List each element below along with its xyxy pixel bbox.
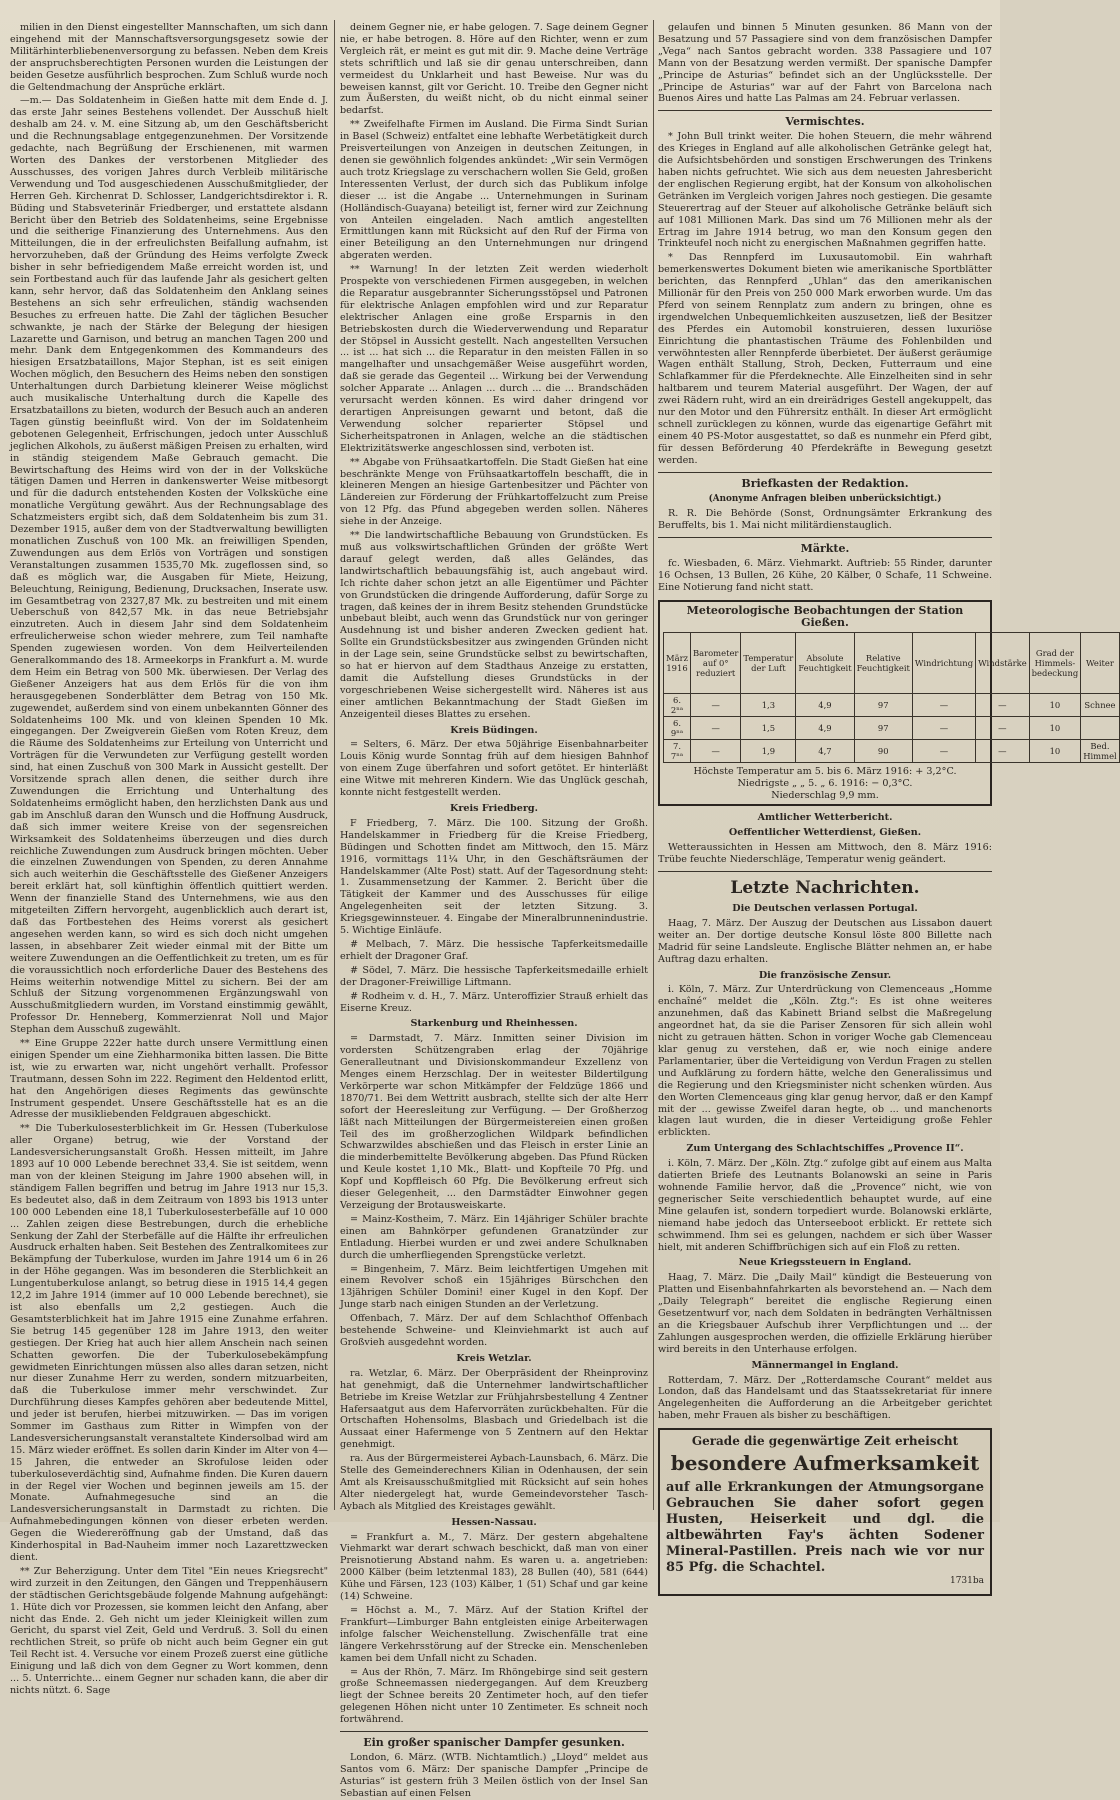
column-rule — [334, 20, 335, 1510]
meteo-cell: 1,3 — [741, 693, 796, 716]
article-wetzlar: ra. Wetzlar, 6. März. Der Oberpräsident der Rheinprovinz hat genehmigt, daß die Unternehmer landwirtschaftlicher Betriebe im Kreise Wetzlar zur Frühjahrsbestellung 4 Zentner Hafersaatgut aus dem Hafervorräten zurückbehalten. Für die Ortschaften Hohensolms, Blasbach und Griedelbach ist die Aussaat einer Hafermenge von 5 Zentnern auf den Hektar genehmigt. — [340, 1367, 648, 1451]
meteo-extremes — [663, 766, 987, 802]
section-heading: Hessen-Nassau. — [451, 1516, 537, 1528]
article-bingenheim: = Bingenheim, 7. März. Beim leichtfertigen Umgehen mit einem Revolver schoß ein 15jähriges Bürschchen den 13jährigen Schüler Domini! einer Kugel in den Kopf. Der Junge starb nach einigen Stunden an der Verletzung. — [340, 1263, 648, 1311]
meteo-cell: 7. 7ⁿᵃ — [664, 739, 691, 762]
table-row — [664, 739, 1120, 762]
advertisement-sodener — [658, 1428, 992, 1596]
meteo-cell: 97 — [854, 716, 912, 739]
divider — [658, 537, 992, 538]
article-paragraph: gelaufen und binnen 5 Minuten gesunken. 86 Mann von der Besatzung und 57 Passagiere sind von dem französischen Dampfer „Vega“ nach Santos gebracht worden. 338 Passagiere und 107 Mann von der Besatzung werden vermißt. Der spanische Dampfer „Principe de Asturias“ befindet sich an der Unglücksstelle. Der „Principe de Asturias“ war auf der Fahrt von Barcelona nach Buenos Aires und hatte Las Palmas am 24. Februar verlassen. — [658, 22, 992, 105]
meteo-cell: — — [912, 739, 975, 762]
news-portugal: Haag, 7. März. Der Auszug der Deutschen aus Lissabon dauert weiter an. Der dortige deutsche Konsul löste 800 Billette nach Madrid für seine Landsleute. Englische Blätter nehmen an, er habe Auftrag dazu erhalten. — [658, 917, 992, 965]
ad-line-3: auf alle Erkrankungen der Atmungsorgane Gebrauchen Sie daher sofort gegen Husten, Heiserkeit und dgl. die altbewährten Fay's ächten Sodener Mineral-Pastillen. Preis nach wie vor nur 85 Pfg. die Schachtel. — [666, 1480, 984, 1576]
meteo-cell: 4,9 — [796, 716, 854, 739]
article-rodheim: # Rodheim v. d. H., 7. März. Unteroffizier Strauß erhielt das Eiserne Kreuz. — [340, 990, 648, 1014]
news-heading: Die französische Zensur. — [758, 969, 892, 981]
ad-code: 1731ba — [949, 1576, 984, 1587]
news-zensur: i. Köln, 7. März. Zur Unterdrückung von Clemenceaus „Homme enchaîné“ meldet die „Köln. Ztg.“: Es ist ohne weiteres anzunehmen, daß das Kabinett Briand selbst die Maßregelung angeordnet hat, da sie die Pariser Zensoren für sich allein wohl nicht zu getrauen hätten. Schon in voriger Woche gab Clemenceau klar genug zu verstehen, daß er, wie noch einige andere Parlamentarier, über die Verteidigung von Verdun Fragen zu stellen und Aufklärung zu fordern hätte, welche den Generalissimus und die Regierung und den Kriegsminister nicht schenken würden. Aus den Worten Clemenceaus ging klar genug hervor, daß er den Kampf mit der ... gewisse Zweifel daran hegte, ob ... und manchenorts klagen laut wurden, die in dieser Verteidigung große Fehler erblickten. — [658, 984, 992, 1139]
article-john-bull: * John Bull trinkt weiter. Die hohen Steuern, die mehr während des Krieges in England auf alle alkoholischen Getränke gelegt hat, die Aufsichtsbehörden und sonstigen Erschwerungen des Trinkens haben nichts gefruchtet. Wie sich aus dem neuesten Jahresbericht der englischen Regierung ergibt, hat der Konsum von alkoholischen Getränken im Vergleich vorigen Jahres noch gestiegen. Die gesamte Steuerertrag auf der Steuer auf alkoholische Getränke beläuft sich auf 1081 Millionen Mark. Das sind um 76 Millionen mehr als der Ertrag im Jahre 1914 betrug, wo man den Konsum gegen den Trinkteufel noch nicht zu energischen Maßnahmen gegriffen hatte. — [658, 131, 992, 250]
meteo-cell: 97 — [854, 693, 912, 716]
meteo-low: Niedrigste „ „ 5. „ 6. 1916: − 0,3°C. — [737, 777, 913, 789]
meteo-cell: 1,5 — [741, 716, 796, 739]
meteo-cell — [1081, 716, 1120, 739]
news-maennermangel: Rotterdam, 7. März. Der „Rotterdamsche Courant“ meldet aus London, daß das Handelsamt und das Staatssekretariat für innere Angelegenheiten die Aufforderung an die Arbeitgeber gerichtet haben, mehr Frauen als bisher zu beschäftigen. — [658, 1374, 992, 1422]
meteo-cell: 1,9 — [741, 739, 796, 762]
meteo-cell: — — [976, 716, 1030, 739]
article-frankfurt: = Frankfurt a. M., 7. März. Der gestern abgehaltene Viehmarkt war derart schwach beschickt, daß man von einer Preisnotierung Abstand nahm. Es waren u. a. angetrieben: 2000 Kälber (beim letztenmal 183), 28 Bullen (40), 581 (644) Kühe und Färsen, 123 (103) Kälber, 1 (51) Schaf und gar keine (14) Schweine. — [340, 1531, 648, 1603]
briefkasten-subtitle: (Anonyme Anfragen bleiben unberücksichtigt.) — [708, 493, 942, 504]
column-middle — [340, 22, 648, 1799]
article-grundstuecke: ** Die landwirtschaftliche Bebauung von Grundstücken. Es muß aus volkswirtschaftlichen Gründen der größte Wert darauf gelegt werden, daß alles Geländes, das landwirtschaftlich bebauungsfähig ist, auch angebaut wird. Ich richte daher schon jetzt an alle Eigentümer und Pächter von Grundstücken die dringende Aufforderung, dafür Sorge zu tragen, daß keines der in ihrem Besitz stehenden Grundstücke unbebaut bleibt, auch wenn das Grundstück nur von geringer Ausdehnung ist und bisher anderen Zwecken gedient hat. Sollte ein Grundstücksbesitzer aus zwingenden Gründen nicht in der Lage sein, seine Grundstücke selbst zu bewirtschaften, so hat er hiervon auf dem Stadthaus Anzeige zu erstatten, damit die Aufstellung dieses Grundstücks in der vorgeschriebenen Weise sichergestellt wird. Näheres ist aus einer amtlichen Bekanntmachung der Stadt Gießen im Anzeigenteil dieses Blattes zu ersehen. — [340, 530, 648, 720]
column-rule — [653, 20, 654, 1510]
column-right — [658, 22, 1117, 1587]
table-row — [664, 716, 1120, 739]
meteo-rain: Niederschlag 9,9 mm. — [771, 789, 879, 801]
meteo-cell: Schnee — [1081, 693, 1120, 716]
article-beherzigung: ** Zur Beherzigung. Unter dem Titel "Ein neues Kriegsrecht" wird zurzeit in den Zeitungen, den Gängen und Treppenhäusern der städtischen Gerichtsgebäude folgende Mahnung aufgehängt: 1. Hüte dich vor Prozessen, sie kommen leicht den Anfang, aber nicht das Ende. 2. Geh nicht um jeder Kleinigkeit willen zum Gericht, du sparst viel Zeit, Geld und Verdruß. 3. Soll du einen rechtlichen Streit, so prüfe ob nicht auch beim Gegner ein gut Teil Recht ist. 4. Versuche vor einem Prozeß zuerst eine gütliche Einigung und laß dich von dem Gegner zu Wort kommen, denn ... 5. Unterrichte... einem Gegner nur schaden kann, die aber dir nichts nützt. 6. Sage — [10, 1565, 328, 1696]
meteo-cell: — — [912, 693, 975, 716]
section-heading-maerkte: Märkte. — [800, 542, 850, 556]
divider — [658, 110, 992, 111]
meteo-header-cell: März 1916 — [664, 632, 691, 693]
section-heading: Kreis Büdingen. — [450, 724, 538, 736]
news-heading: Die Deutschen verlassen Portugal. — [732, 903, 918, 915]
article-fruehsaatkartoffeln: ** Abgabe von Frühsaatkartoffeln. Die Stadt Gießen hat eine beschränkte Menge von Frühsaatkartoffeln beschafft, die in kleineren Mengen an hiesige Gartenbesitzer und Pächter von Ländereien zur Förderung der Frühkartoffelzucht zum Preise von 12 Pfg. das Pfund abgegeben werden sollen. Näheres siehe in der Anzeige. — [340, 456, 648, 528]
meteo-cell: — — [976, 693, 1030, 716]
meteo-title: Meteorologische Beobachtungen der Station Gießen. — [686, 603, 964, 629]
news-heading: Männermangel in England. — [751, 1359, 899, 1371]
wetter-text: Wetteraussichten in Hessen am Mittwoch, den 8. März 1916: Trübe feuchte Niederschläge, Temperatur wenig geändert. — [658, 842, 992, 866]
news-heading: Zum Untergang des Schlachtschiffes „Provence II“. — [686, 1143, 964, 1155]
meteo-high: Höchste Temperatur am 5. bis 6. März 1916: + 3,2°C. — [693, 765, 957, 777]
article-offenbach: Offenbach, 7. März. Der auf dem Schlachthof Offenbach bestehende Schweine- und Kleinviehmarkt ist auch auf Großvieh ausgedehnt worden. — [340, 1313, 648, 1348]
news-england: Haag, 7. März. Die „Daily Mail“ kündigt die Besteuerung von Platten und Eisenbahnfahrkarten als bevorstehend an. — Nach dem „Daily Telegraph“ bereitet die englische Regierung einen Gesetzentwurf vor, nach dem Soldaten in bedrängten Verhältnissen an die Kriegsbauer Aufschub ihrer Verpflichtungen und ... der Zahlungen ausgesprochen werden, die offizielle Erklärung hierüber wird bereits in den Unterhause erfolgen. — [658, 1272, 992, 1355]
meteo-cell: — — [690, 739, 740, 762]
column-left — [10, 22, 328, 1696]
article-ziehharmonika: ** Eine Gruppe 222er hatte durch unsere Vermittlung einen einigen Spender um eine Ziehharmonika bitten lassen. Die Bitte ist, wie zu erwarten war, nicht ungehört verhallt. Professor Trautmann, dessen Sohn im 222. Regiment den Heldentod erlitt, hat den Angehörigen dieses Regiments das gewünschte Instrument gespendet. Unsere Geschäftsstelle hat es an die Adresse der musikliebenden Feldgrauen abgeschickt. — [10, 1038, 328, 1121]
article-soldatenheim: —m.— Das Soldatenheim in Gießen hatte mit dem Ende d. J. das erste Jahr seines Bestehens vollendet. Der Ausschuß hielt deshalb am 24. v. M. eine Sitzung ab, um den Geschäftsbericht und die Rechnungsablage entgegenzunehmen. Der Vorsitzende gedachte, nach Begrüßung der Erschienenen, mit warmen Worten des Dankes der verstorbenen Mitglieder des Ausschusses, des vorigen Jahres durch Verbleib militärische Verwendung und Tod ausgeschiedenen Ausschußmitglieder, der Herren Geh. Kirchenrat D. Schlosser, Landgerichtsdirektor i. R. Büding und Stabsveterinär Friedberger, und erstattete alsdann Bericht über den Betrieb des Soldatenheims, seine Ergebnisse und die seitherige Finanzierung des Unternehmens. Aus den Mitteilungen, die in der erfreulichsten Beifallung aufnahm, ist hervorzuheben, daß der Gründung des Heims verfolgte Zweck bisher in sehr befriedigendem Maße erreicht worden ist, und sein Fortbestand auch für das laufende Jahr als gesichert gelten kann, sehr hervor, daß das Soldatenheim den Anklang seines Bestehens an sich sehr erfreulichen, ständig wachsenden Besuches zu erfreuen hatte. Die Zahl der täglichen Besucher schwankte, je nach der Stärke der Belegung der hiesigen Lazarette und Garnison, und betrug an manchen Tagen 200 und mehr. Dank dem Entgegenkommen des Kommandeurs des hiesigen Ersatzbataillons, Major Stephan, ist es seit einigen Wochen möglich, den Besuchern des Heims neben den sonstigen Unterhaltungen durch Darbietung kleinerer Weise möglichst auch musikalische Unterhaltung durch die Kapelle des Ersatzbataillons zu bieten, wodurch der Besuch auch an anderen Tagen günstig beeinflußt wird. Von der im Soldatenheim gebotenen Gelegenheit, Erfrischungen, jedoch unter Ausschluß jeglichen Alkohols, zu äußerst mäßigen Preisen zu erhalten, wird in ständig steigendem Maße Gebrauch gemacht. Die Bewirtschaftung des Heims wird von der in der Volksküche tätigen Damen und Herren in dankenswerter Weise mitbesorgt und für die dadurch entstehenden Kosten der Volksküche eine monatliche Vergütung gewährt. Aus der Rechnungsablage des Schatzmeisters ergibt sich, daß dem Soldatenheim bis zum 31. Dezember 1915, außer dem von der Stadtverwaltung bewilligten monatlichen Zuschuß von 100 Mk. an freiwilligen Spenden, Zuwendungen aus dem Erlös von Vorträgen und sonstigen Veranstaltungen zusammen 1535,70 Mk. zugeflossen sind, so daß es möglich war, die Ausgaben für Miete, Heizung, Beleuchtung, Reinigung, Bedienung, Drucksachen, Inserate usw. im Gesamtbetrag von 2327,87 Mk. zu bestreiten und mit einem Ueberschuß von 842,57 Mk. in das neue Betriebsjahr einzutreten. Auch in diesem Jahr sind dem Soldatenheim erfreulicherweise schon wieder mehrere, zum Teil namhafte Spenden zugewiesen worden. Von dem Heilverteilenden Generalkommando des 18. Armeekorps in Frankfurt a. M. wurde dem Heim ein Betrag von 500 Mk. überwiesen. Der Verlag des Gießener Anzeigers hat aus dem Erlös für die von ihm herausgegebenen Sonderblätter dem Betrag von 150 Mk. zugewendet, außerdem sind von einem unbekannten Gönner des Soldatenheims 100 Mk. und von kleinen Spenden 10 Mk. eingegangen. Der Zweigverein Gießen vom Roten Kreuz, dem die Räume des Soldatenheims zur Erteilung von Unterricht und Vorträgen für die Verwundeten zur Verfügung gestellt worden sind, hat einen Zuschuß von 300 Mark in Aussicht gestellt. Der Vorsitzende sprach allen denen, die seither durch ihre Zuwendungen die Errichtung und Unterhaltung des Soldatenheims ermöglicht haben, den herzlichsten Dank aus und gab im Anschluß daran den Wunsch und die Hoffnung Ausdruck, daß sich immer weitere Kreise von der segensreichen Wirksamkeit des Soldatenheims überzeugen und dies durch reichliche Zuwendungen zum Ausdruck bringen möchten. Ueber die einzelnen Zuwendungen von Spenden, zu deren Annahme sich auch weiterhin die Geschäftsstelle des Gießener Anzeigers bereit erklärt hat, soll künftighin öffentlich quittiert werden. Wenn der finanzielle Stand des Unternehmens, wie aus den mitgeteilten Ziffern hervorgeht, augenblicklich auch derart ist, daß das Fortbestehen des Heims vorerst als gesichert angesehen werden kann, so wird es sich doch nicht umgehen lassen, in absehbarer Zeit wieder einmal mit der Bitte um weitere Zuwendungen an die Oeffentlichkeit zu treten, um es für die voraussichtlich noch erforderliche Dauer des Bestehens des Heims weiterhin notwendige Mittel zu sichern. Bei der am Schluß der Sitzung vorgenommenen Ergänzungswahl von Ausschußmitgliedern wurden, im Vorstand einstimmig gewählt, Professor Dr. Henneberg, Kommerzienrat Noll und Major Stephan dem Ausschuß zugewählt. — [10, 95, 328, 1036]
article-spanish-steamer: London, 6. März. (WTB. Nichtamtlich.) „Lloyd“ meldet aus Santos vom 6. März: Der spanische Dampfer „Principe de Asturias“ ist gestern früh 3 Meilen östlich von der Insel San Sebastian auf einen Felsen — [340, 1751, 648, 1799]
section-heading-briefkasten: Briefkasten der Redaktion. — [741, 476, 909, 490]
meteo-table — [663, 632, 1120, 763]
meteo-cell: 10 — [1029, 693, 1081, 716]
meteo-cell: 4,9 — [796, 693, 854, 716]
divider — [340, 1731, 648, 1732]
meteo-cell: 6. 9ⁿᵃ — [664, 716, 691, 739]
heading-letzte-nachrichten: Letzte Nachrichten. — [730, 878, 920, 899]
section-heading-vermischtes: Vermischtes. — [785, 115, 865, 129]
table-row — [664, 693, 1120, 716]
ad-line-1: Gerade die gegenwärtige Zeit erheischt — [691, 1434, 959, 1449]
meteo-header-cell: Absolute Feuchtigkeit — [796, 632, 854, 693]
article-selters: = Selters, 6. März. Der etwa 50jährige Eisenbahnarbeiter Louis König wurde Sonntag früh auf dem hiesigen Bahnhof von einem Zuge überfahren und sofort getötet. Er hinterläßt eine Witwe mit mehreren Kindern. Wie das Unglück geschah, konnte nicht festgestellt werden. — [340, 739, 648, 799]
meteo-header-cell: Windrichtung — [912, 632, 975, 693]
meteo-header-cell: Weiter — [1081, 632, 1120, 693]
article-soedel: # Södel, 7. März. Die hessische Tapferkeitsmedaille erhielt der Dragoner-Freiwillige Liftmann. — [340, 964, 648, 988]
article-darmstadt: = Darmstadt, 7. März. Inmitten seiner Division im vordersten Schützengraben erlag der 70jährige Generalleutnant und Divisionskommandeur Exzellenz von Menges einem Herzschlag. Der in weitester Bildertilgung Verkörperte war schon Mitkämpfer der Feldzüge 1866 und 1870/71. Bei dem Wettritt ausbrach, stellte sich der alte Herr sofort der Heeresleitung zur Verfügung. — Der Großherzog läßt nach Mitteilungen der Bürgermeistereien einen großen Teil des im großherzoglichen Wildpark befindlichen Schwarzwildes abschießen und das Fleisch in erster Linie an die minderbemittelte Bevölkerung abgeben. Das Pfund Rücken und Keule kostet 1,10 Mk., Blatt- und Kopfteile 70 Pfg. und Kopf und Kopffleisch 60 Pfg. Die Bevölkerung erfreut sich dieser Gelegenheit, ... den Darmstädter Einwohner gegen Verzeigung der Brotausweiskarte. — [340, 1033, 648, 1211]
article-rhoen: = Aus der Rhön, 7. März. Im Rhöngebirge sind seit gestern große Schneemassen niedergegangen. Auf dem Kreuzberg liegt der Schnee bereits 20 Zentimeter hoch, auf den tiefer gelegenen Höhen nicht unter 10 Zentimeter. Es schneit noch fortwährend. — [340, 1666, 648, 1726]
meteo-cell: 90 — [854, 739, 912, 762]
meteo-cell: 6. 2ⁿᵃ — [664, 693, 691, 716]
meteo-cell: 4,7 — [796, 739, 854, 762]
meteo-cell: — — [690, 693, 740, 716]
divider — [658, 871, 992, 872]
meteo-header-cell: Windstärke — [976, 632, 1030, 693]
news-heading: Neue Kriegssteuern in England. — [738, 1257, 912, 1269]
article-friedberg: F Friedberg, 7. März. Die 100. Sitzung der Großh. Handelskammer in Friedberg für die Kreise Friedberg, Büdingen und Schotten findet am Mittwoch, den 15. März 1916, vormittags 11¼ Uhr, in den Geschäftsräumen der Handelskammer (Alte Post) statt. Auf der Tagesordnung steht: 1. Zusammensetzung der Kammer. 2. Bericht über die Tätigkeit der Kammer und des Ausschusses für eilige Angelegenheiten seit der letzten Sitzung. 3. Kriegsgewinnsteuer. 4. Eingabe der Mineralbrunnenindustrie. 5. Wichtige Einläufe. — [340, 817, 648, 937]
section-heading: Kreis Friedberg. — [450, 803, 538, 814]
article-paragraph: milien in den Dienst eingestellter Mannschaften, um sich dann eingehend mit der Mannschaftsversorgungsgesetz sowie der Militärhinterbliebenenversorgung zu befassen. Neben dem Kreis der anspruchsberechtigten Personen wurden die Leistungen der beiden Gesetze ausführlich besprochen. Zum Schluß wurde noch die Geltendmachung der Ansprüche erklärt. — [10, 22, 328, 93]
meteo-header-cell: Barometer auf 0° reduziert — [690, 632, 740, 693]
meteo-header-cell: Grad der Himmelsbedeckung — [1029, 632, 1081, 693]
article-aybach: ra. Aus der Bürgermeisterei Aybach-Launsbach, 6. März. Die Stelle des Gemeinderechners Kilian in Odenhausen, der sein Amt als Kreisausschußmitglied mit Rücksicht auf sein hohes Alter niedergelegt hat, wurde Gemeindevorsteher Tasch-Aybach als Mitglied des Kreistages gewählt. — [340, 1453, 648, 1512]
meteo-cell: — — [690, 716, 740, 739]
article-hoechst: = Höchst a. M., 7. März. Auf der Station Kriftel der Frankfurt—Limburger Bahn entgleisten einige Arbeiterwagen infolge falscher Weichenstellung. Zwischenfälle trat eine längere Verkehrsstörung auf der Strecke ein. Menschenleben kamen bei dem Unfall nicht zu Schaden. — [340, 1605, 648, 1664]
briefkasten-text: R. R. Die Behörde (Sonst, Ordnungsämter Erkrankung des Beruffelts, bis 1. Mai nicht militärdienstauglich. — [658, 508, 992, 532]
meteo-cell: — — [912, 716, 975, 739]
article-title-spanish-steamer: Ein großer spanischer Dampfer gesunken. — [363, 1736, 625, 1750]
meteo-header-cell: Relative Feuchtigkeit — [854, 632, 912, 693]
section-heading: Kreis Wetzlar. — [456, 1352, 532, 1364]
meteo-cell: Bed. Himmel — [1081, 739, 1120, 762]
meteo-box — [658, 600, 1117, 807]
divider — [658, 472, 992, 473]
meteo-header-cell: Temperatur der Luft — [741, 632, 796, 693]
meteo-header-row — [664, 632, 1120, 693]
wetter-title: Amtlicher Wetterbericht. — [757, 812, 893, 824]
article-rennpferd: * Das Rennpferd im Luxusautomobil. Ein wahrhaft bemerkenswertes Dokument bieten wie amerikanische Sportblätter berichten, das Rennpferd „Uhlan“ das den amerikanischen Millionär für den Preis von 250 000 Mark erworben wurde. Um das Pferd von seinem Rennplatz zum andern zu bringen, ohne es irgendwelchen Unbequemlichkeiten auszusetzen, ließ der Besitzer des Pferdes ein Automobil konstruieren, dessen luxuriöse Einrichtung die phantastischen Träume des Fohlenbilden und verwöhntesten aller Rennpferde überbietet. Der äußerst geräumige Wagen enthält Stallung, Stroh, Decken, Futterraum und eine Schlafkammer für die Pferdeknechte. Alle Einzelheiten sind in sehr haltbarem und teurem Material ausgeführt. Der Wagen, der auf zwei Rädern ruht, wird an ein dreirädriges Gestell angekuppelt, das nur den Motor und den Führersitz enthält. In dieser Art ermöglicht schnell zurücklegen zu können, wurde das eigenartige Gefährt mit einem 40 PS-Motor ausgestattet, so daß es nunmehr ein Pferd gibt, für dessen Beförderung 40 Pferdekräfte in Bewegung gesetzt werden. — [658, 252, 992, 466]
article-warnung: ** Warnung! In der letzten Zeit werden wiederholt Prospekte von verschiedenen Firmen ausgegeben, in welchen die Reparatur ausgebrannter Sicherungsstöpsel und Patronen für elektrische Anlagen empfohlen wird und zur Reparatur elektrischer Anlagen eine große Ersparnis in den Betriebskosten durch die Wiederverwendung und Reparatur der Stöpsel in Aussicht gestellt. Nach angestellten Versuchen ... ist ... hat sich ... die Reparatur in den meisten Fällen in so mangelhafter und unsachgemäßer Weise ausgeführt worden, daß sie gerade das Gegenteil ... Wirkung bei der Verwendung solcher Apparate ... Anlagen ... durch ... die ... Brandschäden verursacht werden können. Es wird daher dringend vor derartigen Anpreisungen gewarnt und betont, daß die Verwendung solcher reparierter Stöpsel und Sicherheitspatronen in Anlagen, welche an die städtischen Elektrizitätswerke angeschlossen sind, verboten ist. — [340, 264, 648, 454]
article-tuberkulose: ** Die Tuberkulosesterblichkeit im Gr. Hessen (Tuberkulose aller Organe) betrug, wie der Vorstand der Landesversicherungsanstalt Großh. Hessen mitteilt, im Jahre 1893 auf 10 000 Lebende berechnet 33,4. Sie ist seitdem, wenn man von der kleinen Steigung im Jahre 1900 absehen will, in ständigem Fallen begriffen und betrug im Jahre 1913 nur 15,3. Es bedeutet also, daß in dem Zeitraum von 1893 bis 1913 unter 100 000 Lebenden eine 18,1 Tuberkulosesterbefälle auf 10 000 ... Zahlen zeigen diese Bestrebungen, durch die erhebliche Senkung der Zahl der Sterbefälle auf die Hälfte ihr erfreulichen Ausdruck erhalten haben. Seit Bestehen des Zentralkomitees zur Bekämpfung der Tuberkulose, wurden im Jahre 1914 um 6 in 26 in der Höhe gegangen. Was im besonderen die Sterblichkeit an Lungentuberkulose anlangt, so betrug diese in 1915 14,4 gegen 12,2 im Jahre 1914 (immer auf 10 000 Lebende berechnet), sie ist also ebenfalls um 2,2 gestiegen. Auch die Gesamtsterblichkeit hat im Jahre 1915 eine Zunahme erfahren. Sie betrug 145 gegenüber 128 im Jahre 1913, den weiter gestiegen. Der Krieg hat auch hier allem Anschein nach seinen Schatten geworfen. Die der Tuberkulosebekämpfung gewidmeten Einrichtungen müssen also alles daran setzen, nicht nur dieser Zunahme Herr zu werden, sondern mitzuarbeiten, daß die Tuberkulose immer mehr verschwindet. Zur Durchführung dieses Kampfes gehören aber bedeutende Mittel, und jeder ist berufen, hierbei mitzuwirken. — Das im vorigen Sommer im Gasthaus zum Ritter in Wimpfen von der Landesversicherungsanstalt veranstaltete Kindersolbad wird am 15. März wieder eröffnet. Es sollen darin Kinder im Alter von 4—15 Jahren, die entweder an Skrofulose leiden oder tuberkuloseverdächtig sind, Aufnahme finden. Die Kuren dauern in der Regel vier Wochen und beginnen jeweils am 15. der Monate. Aufnahmegesuche sind an die Landesversicherungsanstalt in Darmstadt zu richten. Die Aufnahmebedingungen können von dieser erbeten werden. Gegen die Wiedereröffnung gab der Umstand, daß das Kinderhospital in Bad-Nauheim immer noch Lazarettzwecken dient. — [10, 1123, 328, 1563]
meteo-cell: — — [976, 739, 1030, 762]
meteo-cell: 10 — [1029, 739, 1081, 762]
article-melbach: # Melbach, 7. März. Die hessische Tapferkeitsmedaille erhielt der Dragoner Graf. — [340, 938, 648, 962]
maerkte-text: fc. Wiesbaden, 6. März. Viehmarkt. Auftrieb: 55 Rinder, darunter 16 Ochsen, 13 Bullen, 26 Kühe, 20 Kälber, 0 Schafe, 11 Schweine. Eine Notierung fand nicht statt. — [658, 558, 992, 593]
wetter-subtitle: Oeffentlicher Wetterdienst, Gießen. — [728, 827, 922, 839]
meteo-cell: 10 — [1029, 716, 1081, 739]
section-heading: Starkenburg und Rheinhessen. — [410, 1018, 578, 1030]
article-paragraph: deinem Gegner nie, er habe gelogen. 7. Sage deinem Gegner nie, er habe betrogen. 8. Höre auf den Richter, wenn er zum Vergleich rät, er meint es gut mit dir. 9. Mache deine Verträge stets schriftlich und laß sie dir genau unterschreiben, dann vermeidest du Unklarheit und hast Beweise. Nur was du beweisen kannst, gilt vor Gericht. 10. Treibe den Gegner nicht zum Äußersten, du weißt nicht, ob du nicht einmal seiner bedarfst. — [340, 22, 648, 117]
article-mainz-kostheim: = Mainz-Kostheim, 7. März. Ein 14jähriger Schüler brachte einen am Bahnkörper gefundenen Granatzünder zur Entladung. Hierbei wurden er und zwei andere Schulknaben durch die umherfliegenden Sprengstücke verletzt. — [340, 1213, 648, 1261]
news-provence: i. Köln, 7. März. Der „Köln. Ztg.“ zufolge gibt auf einem aus Malta datierten Briefe des Leutnants Bolanowski an seine in Paris wohnende Familie hervor, daß die „Provence“ nicht, wie von gegnerischer Seite verschiedentlich behauptet wurde, auf eine Mine gelaufen ist, sondern torpediert wurde. Bolanowski erklärte, niemand habe jedoch das Unterseeboot erblickt. Er rettete sich schwimmend. Ihm sei es gelungen, nachdem er sich über Wasser hielt, mit anderen Schiffbrüchigen sich auf ein Floß zu retten. — [658, 1158, 992, 1253]
article-zweifelhafte-firmen: ** Zweifelhafte Firmen im Ausland. Die Firma Sindt Surian in Basel (Schweiz) entfaltet eine lebhafte Werbetätigkeit durch Preisverteilungen von Anzeigen in deutschen Zeitungen, in denen sie gewöhnlich folgendes ankündet: „Wir sein Vermögen auch trotz Kriegslage zu verschachern wollen Sie Geld, großen Interessenten Verlust, der durch sich das Publikum infolge dieser ... ist die Angabe ... Unternehmungen in Surinam (Holländisch-Guayana) beteiligt ist, ferner wird zur Zeichnung von Anteilen eingeladen. Nach amtlich angestellten Ermittlungen kann mit Rücksicht auf den Ruf der Firma von einer Beteiligung an den Unternehmungen nur dringend abgeraten werden. — [340, 119, 648, 262]
ad-line-2: besondere Aufmerksamkeit — [670, 1451, 980, 1476]
